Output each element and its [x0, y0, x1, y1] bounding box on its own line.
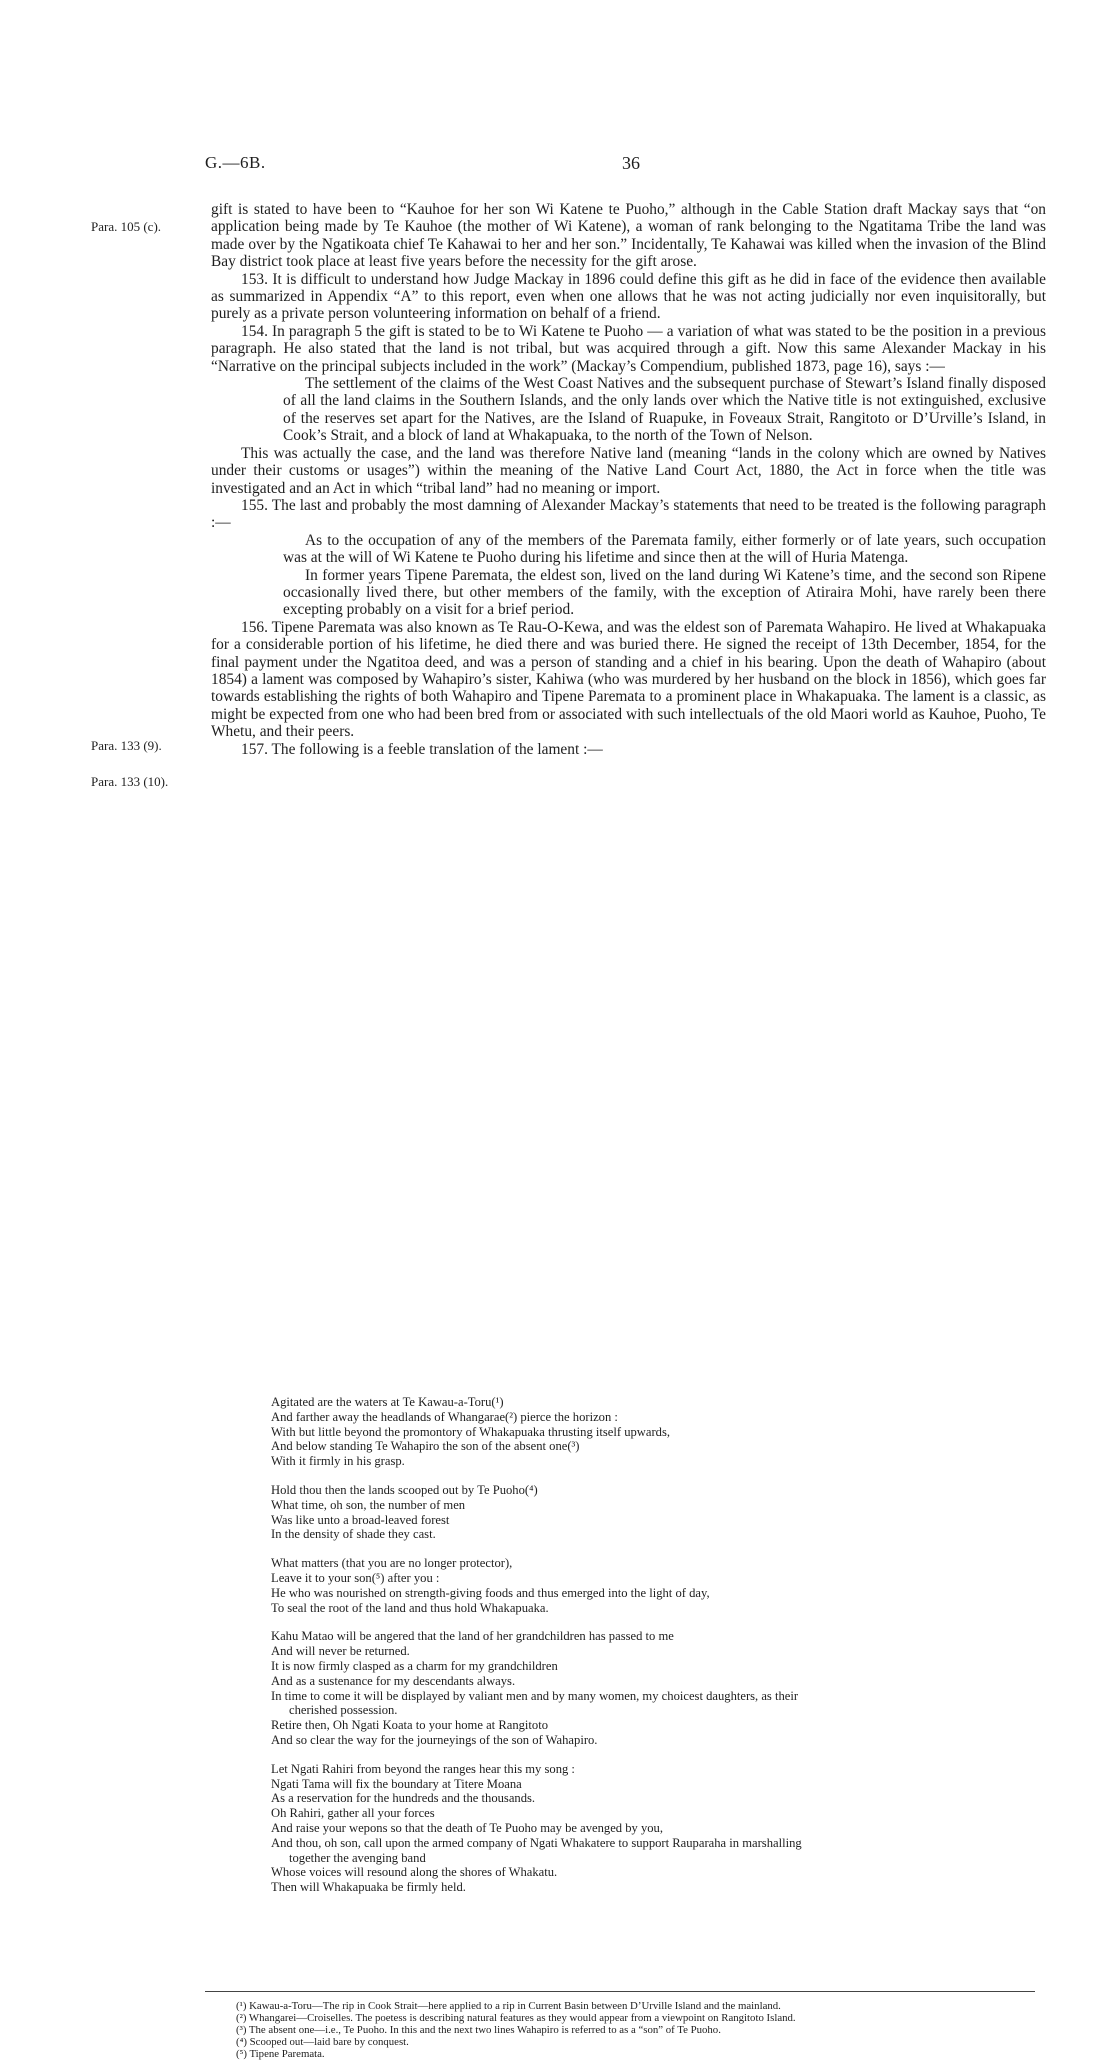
poem-line: It is now firmly clasped as a charm for my grandchildren [271, 1658, 558, 1673]
poem-line: With but little beyond the promontory of Whakapuaka thrusting itself upwards, [271, 1424, 671, 1439]
poem-line: And as a sustenance for my descendants always. [271, 1673, 516, 1688]
paragraph-154-continued: This was actually the case, and the land was therefore Native land (meaning “lands in the colony which are owned by Natives under their customs or usages”) within the meaning of the Native Land Court Act, 1880, the Act in force when the title was investigated and an Act in which “tribal land” had no meaning or import. [211, 444, 1046, 497]
poem-line: Let Ngati Rahiri from beyond the ranges hear this my song : [271, 1761, 575, 1776]
footnotes [236, 2000, 1036, 2060]
paragraph-156: 156. Tipene Paremata was also known as Te Rau-O-Kewa, and was the eldest son of Paremata Wahapiro. He lived at Whakapuaka for a considerable portion of his lifetime, he died there and was buried there. He signed the receipt of 13th December, 1854, for the final payment under the Ngatitoa deed, and was a person of standing and a chief in his bearing. Upon the death of Wahapiro (about 1854) a lament was composed by Wahapiro’s sister, Kahiwa (who was murdered by her husband on the block in 1856), which goes far towards establishing the rights of both Wahapiro and Tipene Paremata to a prominent place in Whakapuaka. The lament is a classic, as might be expected from one who had been bred from or associated with such intellectuals of the old Maori world as Kauhoe, Puoho, Te Whetu, and their peers. [211, 618, 1046, 741]
poem-stanza [271, 1762, 1051, 1895]
poem-line: What time, oh son, the number of men [271, 1497, 466, 1512]
poem-line: And raise your wepons so that the death of Te Puoho may be avenged by you, [271, 1820, 664, 1835]
poem-line: To seal the root of the land and thus hold Whakapuaka. [271, 1600, 549, 1615]
poem-line: Leave it to your son(⁵) after you : [271, 1570, 440, 1585]
footnote: (⁴) Scooped out—laid bare by conquest. [236, 2036, 409, 2048]
body-text [211, 201, 1046, 758]
margin-note: Para. 133 (9). [91, 738, 162, 753]
poem-line: In time to come it will be displayed by valiant men and by many women, my choicest daughters, as their [271, 1688, 799, 1703]
poem-line: Whose voices will resound along the shores of Whakatu. [271, 1865, 558, 1880]
quotation-compendium: The settlement of the claims of the West Coast Natives and the subsequent purchase of Stewart’s Island finally disposed of all the land claims in the Southern Islands, and the only lands over which the Native title is not extinguished, exclusive of the reserves set apart for the Natives, are the Island of Ruapuke, in Foveaux Strait, Rangitoto or D’Urville’s Island, in Cook’s Strait, and a block of land at Whakapuaka, to the north of the Town of Nelson. [283, 375, 1046, 445]
poem-stanza [271, 1483, 1051, 1542]
poem-line: And below standing Te Wahapiro the son of the absent one(³) [271, 1439, 580, 1454]
poem-line: Oh Rahiri, gather all your forces [271, 1806, 435, 1821]
poem-line: Was like unto a broad-leaved forest [271, 1512, 450, 1527]
poem-stanza [271, 1556, 1051, 1615]
page-number: 36 [622, 153, 640, 173]
poem-line: And so clear the way for the journeyings of the son of Wahapiro. [271, 1732, 598, 1747]
poem-line: As a reservation for the hundreds and the thousands. [271, 1791, 536, 1806]
margin-note: Para. 133 (10). [91, 774, 169, 789]
poem-line: Agitated are the waters at Te Kawau-a-Toru(¹) [271, 1395, 504, 1409]
poem-line: Hold thou then the lands scooped out by Te Puoho(⁴) [271, 1482, 538, 1497]
poem-line: In the density of shade they cast. [271, 1527, 436, 1542]
margin-note: Para. 105 (c). [91, 219, 162, 234]
paragraph-153: 153. It is difficult to understand how Judge Mackay in 1896 could define this gift as he did in face of the evidence then available as summarized in Appendix “A” to this report, even when one allows that he was not acting judicially nor even inquisitorally, but purely as a private person volunteering information on behalf of a friend. [211, 270, 1046, 323]
poem-line: And will never be returned. [271, 1644, 410, 1659]
poem-line: together the avenging band [289, 1850, 426, 1865]
footnote: (⁵) Tipene Paremata. [236, 2048, 325, 2060]
document-code: G.—6B. [205, 153, 266, 172]
poem-line: Kahu Matao will be angered that the land of her grandchildren has passed to me [271, 1629, 674, 1644]
quotation-occupation: As to the occupation of any of the members of the Paremata family, either formerly or of late years, such occupation was at the will of Wi Katene te Puoho during his lifetime and since then at the will of Huria Matenga. [283, 531, 1046, 567]
poem-line: Retire then, Oh Ngati Koata to your home at Rangitoto [271, 1718, 549, 1733]
poem-line: With it firmly in his grasp. [271, 1454, 405, 1469]
poem-line: cherished possession. [289, 1703, 398, 1718]
footnote: (¹) Kawau-a-Toru—The rip in Cook Strait—here applied to a rip in Current Basin between D’Urville Island and the mainland. [236, 2000, 781, 2012]
footnote: (²) Whangarei—Croiselles. The poetess is describing natural features as they would appear from a viewpoint on Rangitoto Island. [236, 2012, 796, 2024]
footnote: (³) The absent one—i.e., Te Puoho. In this and the next two lines Wahapiro is referred to as a “son” of Te Puoho. [236, 2024, 721, 2036]
lament-poem [271, 1395, 1051, 1909]
paragraph-intro: gift is stated to have been to “Kauhoe for her son Wi Katene te Puoho,” although in the Cable Station draft Mackay says that “on application being made by Te Kauhoe (the mother of Wi Katene), a woman of rank belonging to the Ngatitama Tribe the land was made over by the Ngatikoata chief Te Kahawai to her and her son.” Incidentally, Te Kahawai was killed when the invasion of the Blind Bay district took place at least five years before the necessity for the gift arose. [211, 201, 1046, 271]
poem-line: And farther away the headlands of Whangarae(²) pierce the horizon : [271, 1409, 618, 1424]
poem-line: And thou, oh son, call upon the armed company of Ngati Whakatere to support Rauparaha in marshalling [271, 1835, 802, 1850]
poem-line: He who was nourished on strength-giving foods and thus emerged into the light of day, [271, 1585, 710, 1600]
paragraph-157: 157. The following is a feeble translation of the lament :— [241, 740, 603, 758]
paragraph-154: 154. In paragraph 5 the gift is stated to be to Wi Katene te Puoho — a variation of what was stated to be the position in a previous paragraph. He also stated that the land is not tribal, but was acquired through a gift. Now this same Alexander Mackay in his “Narrative on the principal subjects included in the work” (Mackay’s Compendium, published 1873, page 16), says :— [211, 322, 1046, 375]
poem-line: Then will Whakapuaka be firmly held. [271, 1880, 466, 1895]
paragraph-155: 155. The last and probably the most damning of Alexander Mackay’s statements that need to be treated is the following paragraph :— [211, 496, 1046, 532]
poem-stanza [271, 1395, 1051, 1469]
quotation-former-years: In former years Tipene Paremata, the eldest son, lived on the land during Wi Katene’s time, and the second son Ripene occasionally lived there, but other members of the family, with the exception of Atiraira Mohi, have rarely been there excepting probably on a visit for a brief period. [283, 566, 1046, 619]
poem-line: Ngati Tama will fix the boundary at Titere Moana [271, 1776, 522, 1791]
footnote-divider [205, 1991, 1035, 1992]
poem-line: What matters (that you are no longer protector), [271, 1556, 513, 1571]
poem-stanza [271, 1629, 1051, 1747]
